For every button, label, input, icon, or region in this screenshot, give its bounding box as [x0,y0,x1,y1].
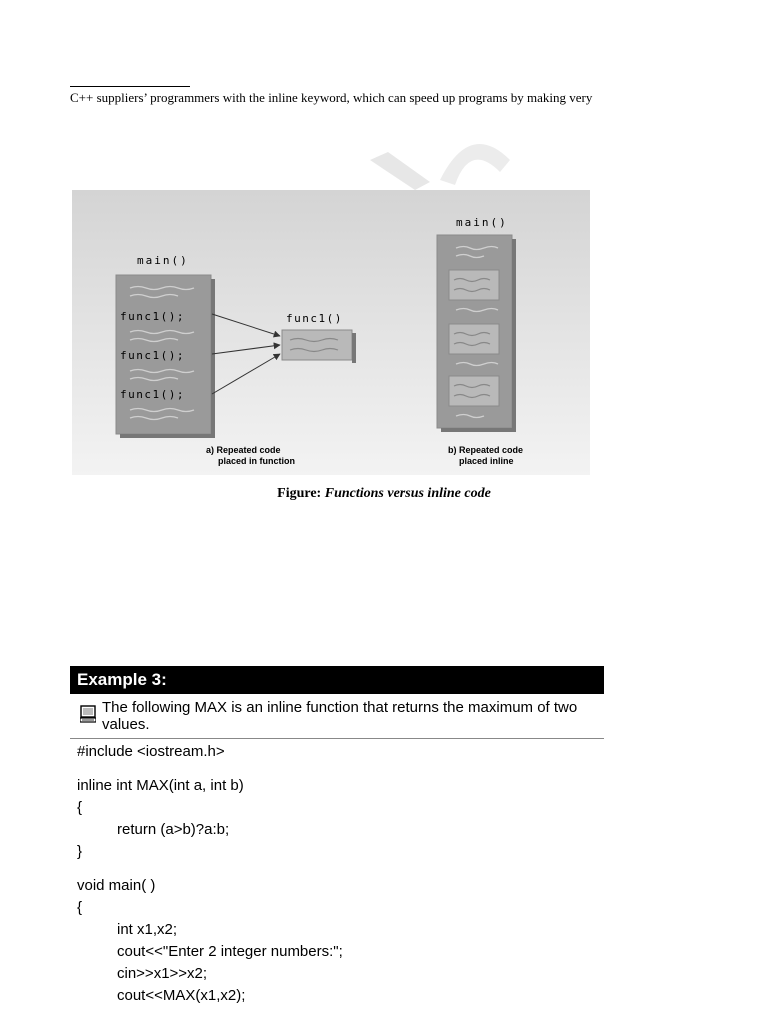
example-description-row [70,694,604,739]
left-call-1: func1(); [120,310,185,323]
left-caption-line1: a) Repeated code [206,445,281,455]
left-caption-line2: placed in function [218,456,296,466]
code-line-8: int x1,x2; [117,921,178,938]
figure-functions-vs-inline [72,190,590,475]
example-description: The following MAX is an inline function that returns the maximum of two values. [102,699,578,733]
caption-prefix: Figure: [277,486,322,501]
func1-label: func1() [286,312,343,325]
code-line-6: void main( ) [77,877,156,894]
call-arrow-2 [212,345,280,354]
code-line-5: } [77,843,83,860]
figure-caption [0,486,768,502]
computer-icon [80,705,96,727]
code-line-2: inline int MAX(int a, int b) [77,777,244,794]
figure-diagram [72,190,590,475]
right-caption-line1: b) Repeated code [448,445,524,455]
code-line-11: cout<<MAX(x1,x2); [117,987,246,1004]
inline-block-1 [449,270,499,300]
watermark-shape [360,120,560,190]
code-line-4: return (a>b)?a:b; [117,821,230,838]
code-line-10: cin>>x1>>x2; [117,965,208,982]
left-call-3: func1(); [120,388,185,401]
code-block [70,739,604,1007]
right-main-title: main() [456,216,508,229]
call-arrow-1 [212,314,280,336]
inline-block-2 [449,324,499,354]
code-line-1: #include <iostream.h> [77,743,225,760]
right-caption-line2: placed inline [459,456,514,466]
code-line-3: { [77,799,83,816]
left-main-title: main() [137,254,189,267]
caption-title: Functions versus inline code [324,486,491,501]
footnote-rule [70,86,190,87]
inline-block-3 [449,376,499,406]
code-line-7: { [77,899,83,916]
func1-box [282,330,352,360]
call-arrow-3 [212,354,280,394]
example-box [70,666,604,1007]
example-title: Example 3: [70,666,604,694]
left-call-2: func1(); [120,349,185,362]
code-line-9: cout<<"Enter 2 integer numbers:"; [117,943,343,960]
footnote-text: C++ suppliers’ programmers with the inline keyword, which can speed up programs by making very [70,90,593,105]
